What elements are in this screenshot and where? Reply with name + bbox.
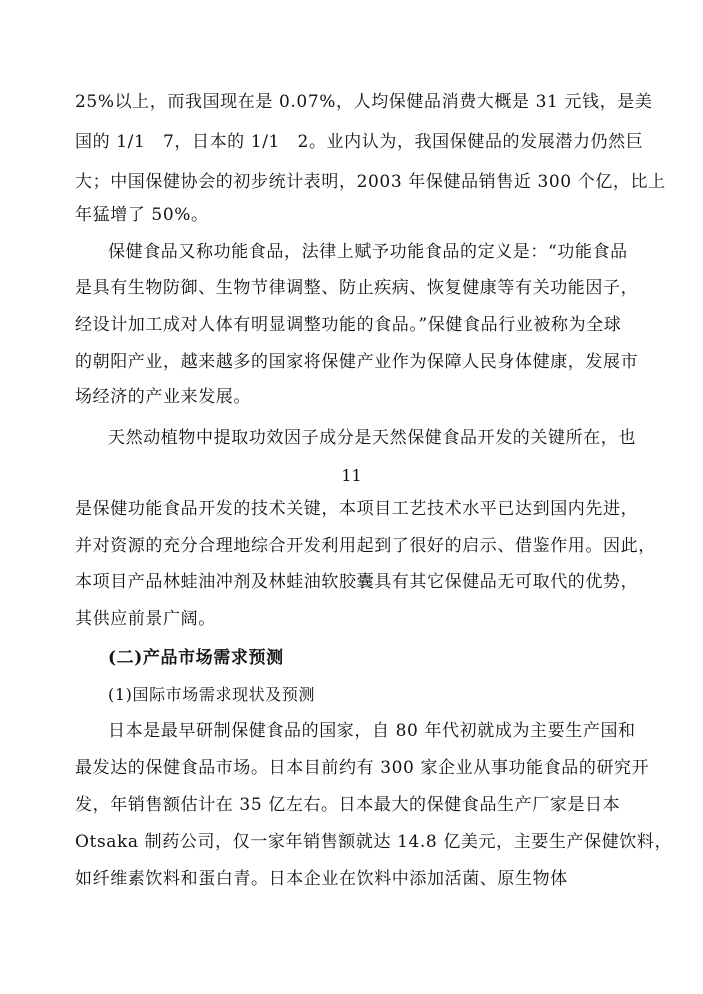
text-line: Otsaka 制药公司，仅一家年销售额就达 14.8 亿美元，主要生产保健饮料， (75, 832, 673, 852)
text-line: 并对资源的充分合理地综合开发利用起到了很好的启示、借鉴作用。因此， (75, 536, 656, 556)
text-line: 年猛增了 50%。 (75, 205, 209, 225)
text-line: 如纤维素饮料和蛋白青。日本企业在饮料中添加活菌、原生物体 (75, 869, 568, 889)
text-line: 是保健功能食品开发的技术关键，本项目工艺技术水平已达到国内先进， (75, 499, 639, 519)
text-line: 发，年销售额估计在 35 亿左右。日本最大的保健食品生产厂家是日本 (75, 795, 621, 815)
text-line: 场经济的产业来发展。 (75, 387, 251, 407)
text-line: 大；中国保健协会的初步统计表明，2003 年保健品销售近 300 个亿，比上 (75, 172, 666, 192)
text-line: 是具有生物防御、生物节律调整、防止疾病、恢复健康等有关功能因子， (75, 278, 639, 298)
text-line: 其供应前景广阔。 (75, 609, 216, 629)
section-heading: (二)产品市场需求预测 (108, 648, 284, 668)
text-line: 天然动植物中提取功效因子成分是天然保健食品开发的关键所在，也 (108, 428, 636, 448)
page-number: 11 (341, 466, 362, 485)
text-line: 本项目产品林蛙油冲剂及林蛙油软胶囊具有其它保健品无可取代的优势， (75, 572, 639, 592)
text-line: 国的 1/1 7，日本的 1/1 2。业内认为，我国保健品的发展潜力仍然巨 (75, 132, 644, 152)
text-line: 日本是最早研制保健食品的国家，自 80 年代初就成为主要生产国和 (108, 721, 636, 741)
text-line: 最发达的保健食品市场。日本目前约有 300 家企业从事功能食品的研究开 (75, 758, 650, 778)
subsection-heading: (1)国际市场需求现状及预测 (108, 685, 316, 704)
text-line: 保健食品又称功能食品，法律上赋予功能食品的定义是：“功能食品 (108, 242, 628, 262)
text-line: 的朝阳产业，越来越多的国家将保健产业作为保障人民身体健康，发展市 (75, 352, 639, 372)
text-line: 经设计加工成对人体有明显调整功能的食品。”保健食品行业被称为全球 (75, 315, 622, 335)
text-line: 25%以上，而我国现在是 0.07%，人均保健品消费大概是 31 元钱，是美 (75, 92, 653, 112)
